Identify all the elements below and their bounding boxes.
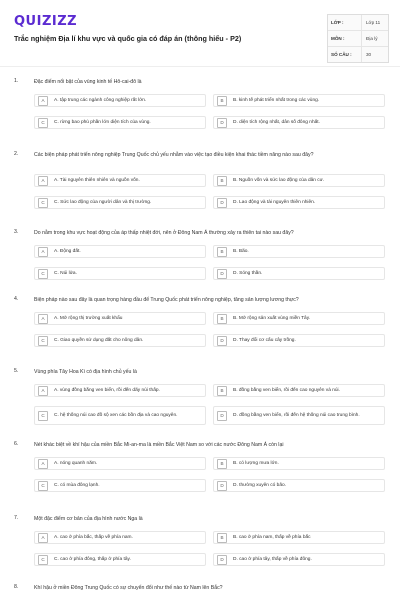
option-text: B. đồng bằng ven biển, rồi đến cao nguyên và núi. [233,387,340,393]
option-text: D. Sóng thần. [233,270,263,276]
option-text: B. cao ở phía nam, thấp về phía bắc [233,534,311,540]
option-letter-box: C [38,481,48,491]
answer-option-b[interactable] [213,312,385,325]
answer-option-a[interactable] [34,531,206,544]
answer-option-c[interactable] [34,479,206,492]
question-number: 6. [14,441,19,447]
option-text: D. cao ở phía tây, thấp về phía đông. [233,556,312,562]
answer-option-b[interactable] [213,457,385,470]
meta-value: Địa lý [361,31,388,46]
option-letter-box: C [38,411,48,421]
meta-row-subject [328,31,388,47]
option-letter-box: D [217,336,227,346]
meta-row-count [328,47,388,62]
option-letter-box: D [217,269,227,279]
option-letter-box: A [38,176,48,186]
meta-value: 30 [361,47,388,62]
answer-option-a[interactable] [34,457,206,470]
answer-option-a[interactable] [34,174,206,187]
question-text: Đặc điểm nổi bật của vùng kinh tế Hô-cai-đô là [34,79,142,85]
meta-value: Lớp 11 [361,15,388,30]
answer-option-b[interactable] [213,245,385,258]
option-text: A. Mở rộng thị trường xuất khẩu [54,315,123,321]
option-letter-box: D [217,118,227,128]
answer-option-b[interactable] [213,94,385,107]
option-letter-box: B [217,96,227,106]
meta-row-class [328,15,388,31]
answer-option-b[interactable] [213,384,385,397]
answer-option-c[interactable] [34,406,206,425]
answer-option-a[interactable] [34,94,206,107]
option-text: D. diện tích rộng nhất, dân số đông nhất. [233,119,320,125]
question-number: 2. [14,151,19,157]
option-text: C. Núi lửa. [54,270,77,276]
meta-label: SỐ CÂU : [331,52,352,57]
answer-option-d[interactable] [213,116,385,129]
answer-option-d[interactable] [213,267,385,280]
option-text: C. cao ở phía đông, thấp ở phía tây. [54,556,131,562]
answer-option-c[interactable] [34,267,206,280]
answer-option-d[interactable] [213,196,385,209]
option-text: D. Thay đổi cơ cấu cây trồng. [233,337,296,343]
question-number: 4. [14,296,19,302]
option-letter-box: C [38,555,48,565]
option-letter-box: B [217,176,227,186]
question-number: 7. [14,515,19,521]
option-text: B. Mở rộng sản xuất vùng miền Tây. [233,315,311,321]
option-text: C. Giao quyền sử dụng đất cho nông dân. [54,337,144,343]
option-letter-box: C [38,336,48,346]
answer-option-d[interactable] [213,334,385,347]
meta-label: MÔN : [331,36,345,41]
question-number: 8. [14,584,19,590]
option-letter-box: B [217,314,227,324]
page-title: Trắc nghiệm Địa lí khu vực và quốc gia có đáp án (thông hiểu - P2) [14,34,242,43]
option-text: D. Lao động và tài nguyên thiên nhiên. [233,199,316,205]
option-text: D. đồng bằng ven biển, rồi đến hệ thống núi cao trung bình. [233,412,360,418]
option-text: A. tập trung các ngành công nghiệp rất lớn. [54,97,147,103]
option-text: A. vùng đồng bằng ven biển, rồi đến dãy núi thấp. [54,387,160,393]
option-letter-box: C [38,118,48,128]
question-number: 1. [14,78,19,84]
question-number: 5. [14,368,19,374]
answer-option-c[interactable] [34,116,206,129]
question-text: Khí hậu ở miền Đông Trung Quốc có sự chuyển đổi như thế nào từ Nam lên Bắc? [34,585,223,591]
option-text: C. Sức lao động của người dân và thị trường. [54,199,152,205]
answer-option-d[interactable] [213,553,385,566]
option-letter-box: B [217,247,227,257]
option-text: C. rừng bao phủ phần lớn diện tích của vùng. [54,119,151,125]
answer-option-a[interactable] [34,245,206,258]
option-text: D. thường xuyên có bão. [233,482,287,488]
meta-label: LỚP : [331,20,344,25]
option-letter-box: C [38,269,48,279]
quizizz-logo[interactable]: QUIZIZZ [14,14,78,29]
option-letter-box: B [217,386,227,396]
option-text: B. Nguồn vốn và sức lao động của dân cư. [233,177,325,183]
answer-option-c[interactable] [34,196,206,209]
option-text: A. nóng quanh năm. [54,460,98,466]
option-letter-box: D [217,411,227,421]
option-text: C. hệ thống núi cao đồ sộ xen các bồn địa và cao nguyên. [54,412,178,418]
answer-option-a[interactable] [34,384,206,397]
question-number: 3. [14,229,19,235]
option-text: A. Động đất. [54,248,81,254]
question-text: Do nằm trong khu vực hoạt động của áp thấp nhiệt đới, nên ở Đông Nam Á thường xảy ra thiên tai nào sau đây? [34,230,294,236]
option-text: A. cao ở phía bắc, thấp về phía nam. [54,534,133,540]
option-text: B. Bão. [233,248,249,254]
option-letter-box: C [38,198,48,208]
option-letter-box: D [217,481,227,491]
option-text: C. có mùa đông lạnh. [54,482,100,488]
question-text: Nét khác biệt về khí hậu của miền Bắc Mi-an-ma là miền Bắc Việt Nam so với các nước Đông Nam Á còn lại [34,442,284,448]
answer-option-b[interactable] [213,531,385,544]
header-divider [0,66,400,67]
option-letter-box: A [38,386,48,396]
option-letter-box: A [38,247,48,257]
question-text: Vùng phía Tây Hoa Kì có địa hình chủ yếu là [34,369,137,375]
meta-box [327,14,389,63]
option-letter-box: A [38,533,48,543]
option-letter-box: D [217,555,227,565]
answer-option-c[interactable] [34,334,206,347]
answer-option-a[interactable] [34,312,206,325]
header [0,0,400,66]
answer-option-b[interactable] [213,174,385,187]
option-letter-box: D [217,198,227,208]
option-letter-box: A [38,314,48,324]
option-text: A. Tài nguyên thiên nhiên và nguồn vốn. [54,177,140,183]
option-text: B. có lượng mưa lớn. [233,460,279,466]
question-text: Các biện pháp phát triển nông nghiệp Trung Quốc chủ yếu nhằm vào việc tạo điều kiện khai thác tiềm năng nào sau đây? [34,152,314,158]
question-text: Biện pháp nào sau đây là quan trọng hàng đầu để Trung Quốc phát triển nông nghiệp, tăng sản lượng lương thực? [34,297,299,303]
answer-option-d[interactable] [213,406,385,425]
option-text: B. kinh tế phát triển nhất trong các vùng. [233,97,320,103]
option-letter-box: B [217,533,227,543]
option-letter-box: A [38,459,48,469]
option-letter-box: A [38,96,48,106]
question-text: Một đặc điểm cơ bản của địa hình nước Nga là [34,516,143,522]
answer-option-c[interactable] [34,553,206,566]
answer-option-d[interactable] [213,479,385,492]
option-letter-box: B [217,459,227,469]
